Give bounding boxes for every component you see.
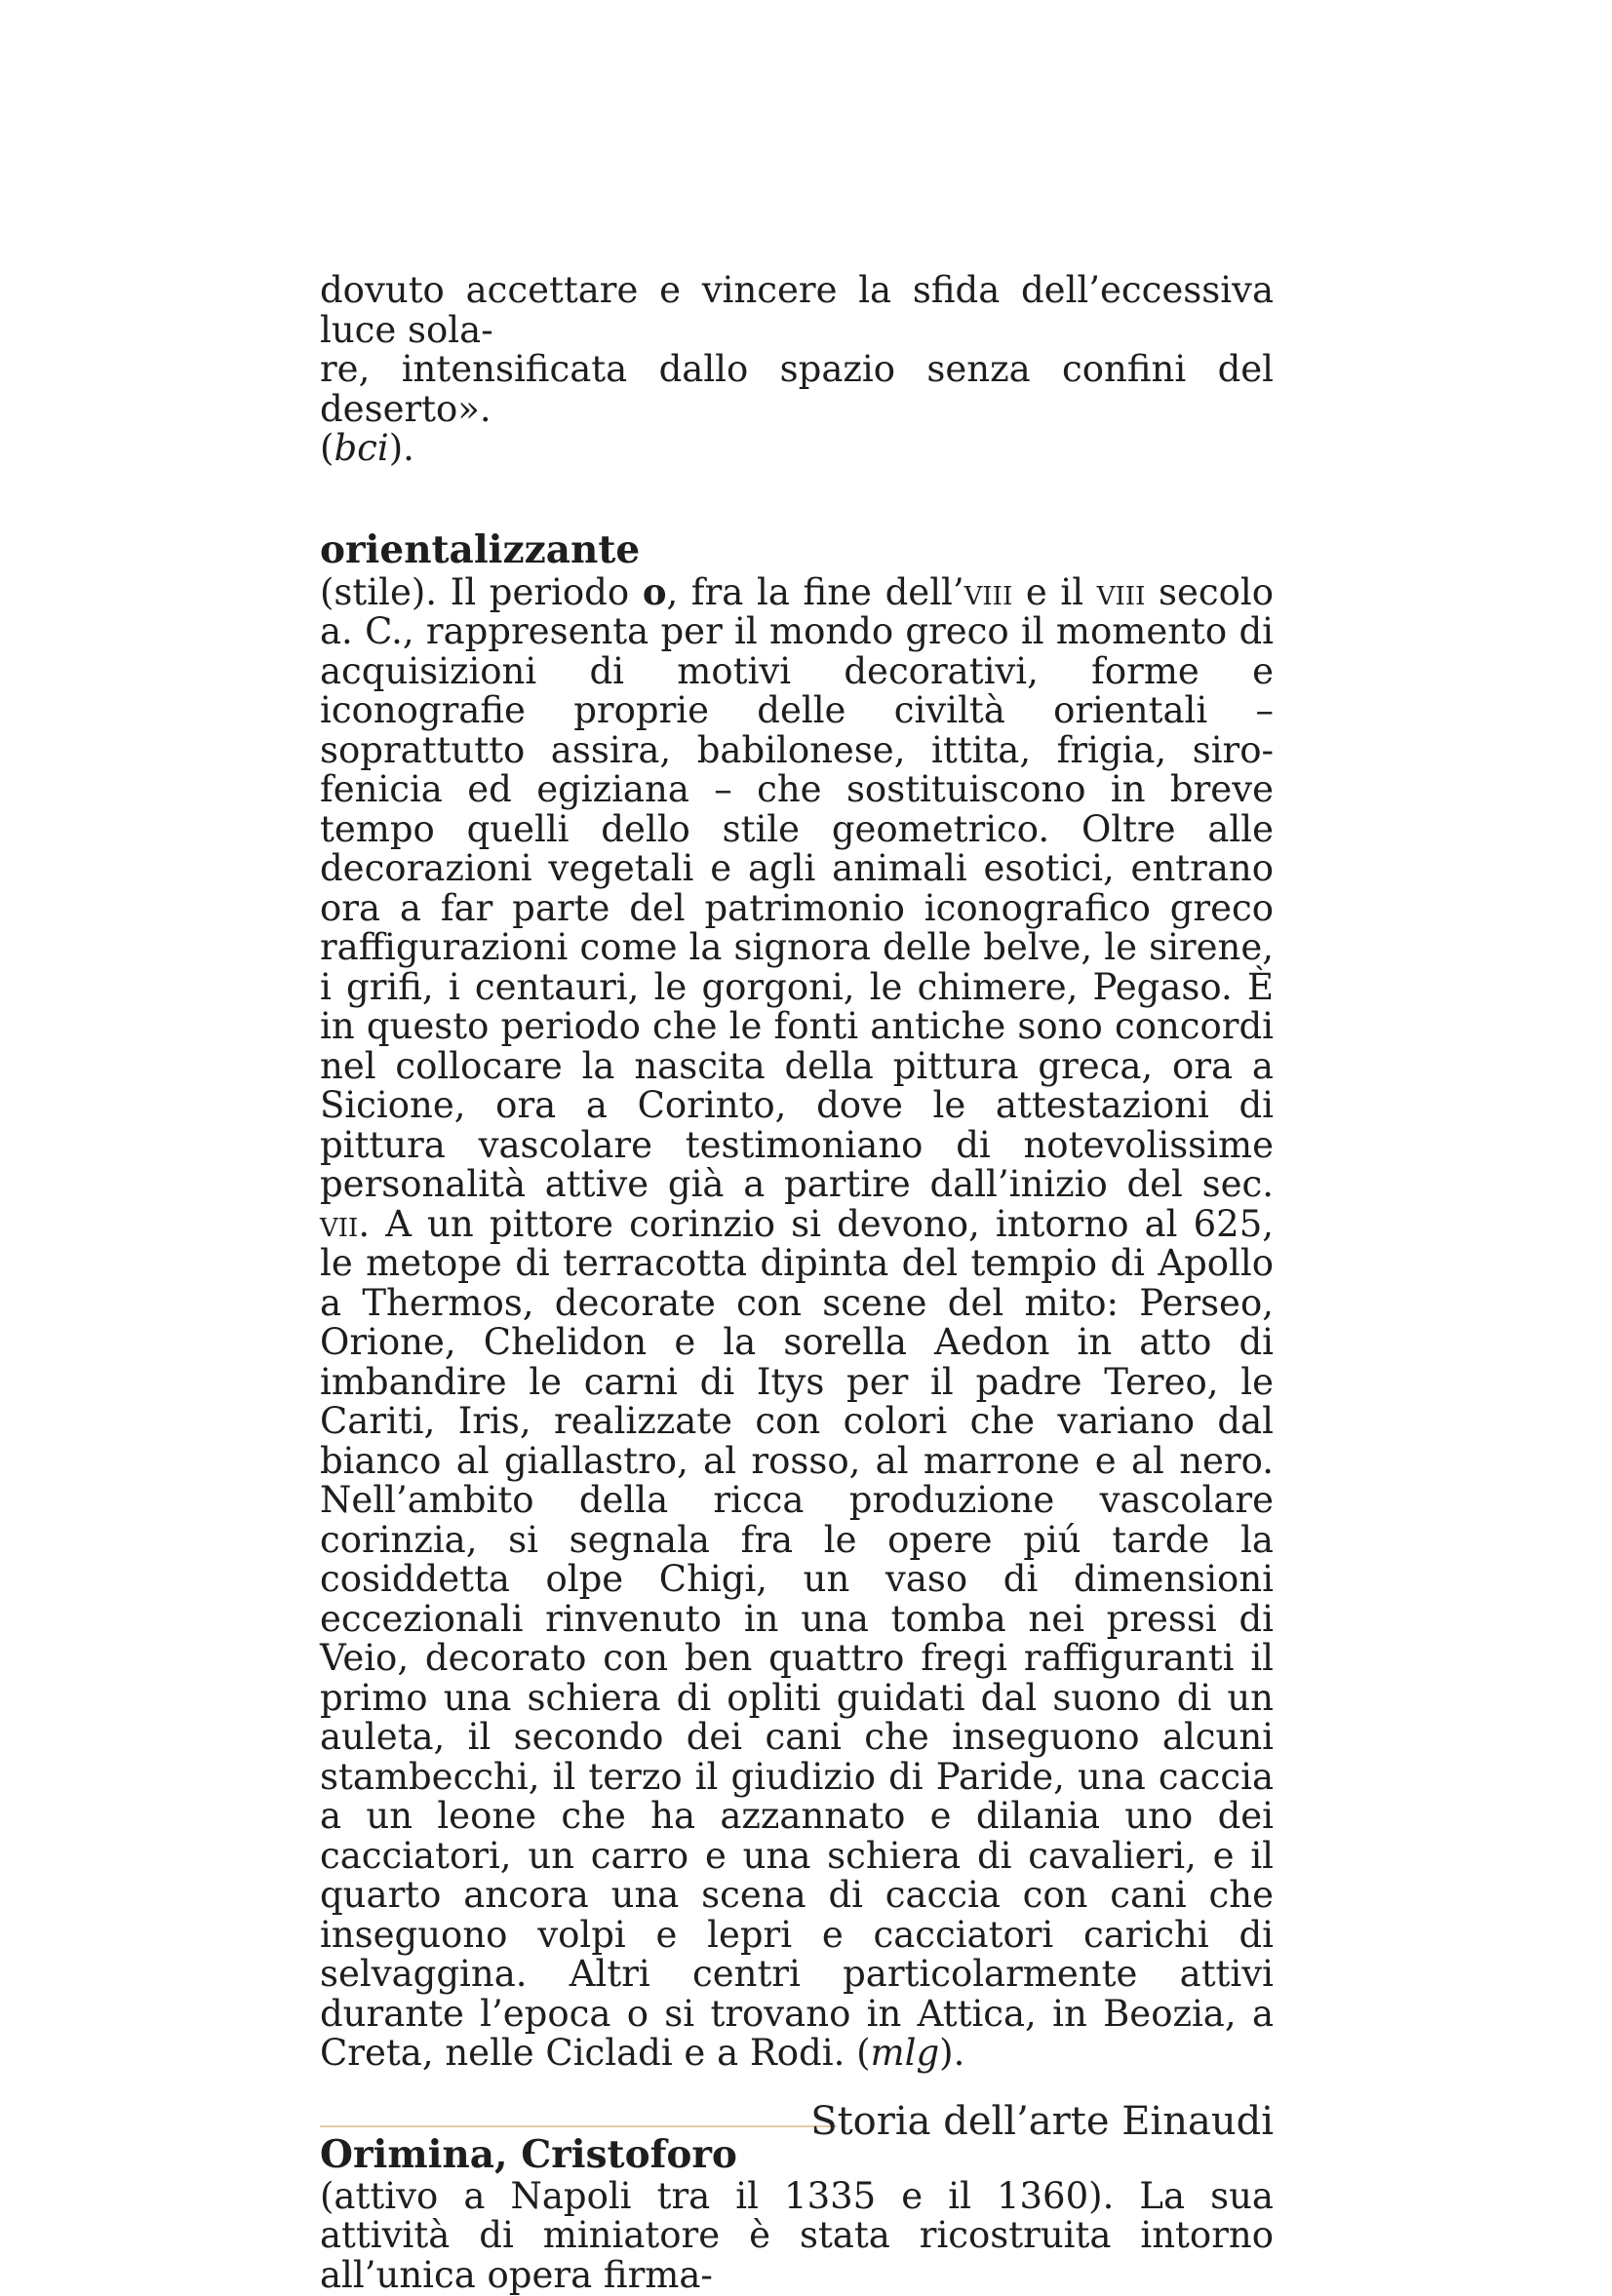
footer-publication-title: Storia dell’arte Einaudi [810, 2099, 1274, 2144]
entry-text: , fra la fine dell’ [666, 570, 964, 613]
author-initials: bci [334, 427, 389, 469]
entry-title-orientalizzante: orientalizzante [320, 526, 641, 572]
author-paren-open: ( [856, 2032, 871, 2074]
previous-entry-ending [320, 271, 1274, 469]
entry-text: . A un pittore corinzio si devono, intorno al 625, le metope di terracotta dipinta del tempio di Apollo a Thermos, decorate con scene del mito: Perseo, Orione, Chelidon e la sorella Aedon in atto di imbandire le carni di Itys per il padre Tereo, le Cariti, Iris, realizzate con colori che variano dal bianco al giallastro, al rosso, al marrone e al nero. Nell’ambito della ricca produzione vascolare corinzia, si segnala fra le opere piú tarde la cosiddetta olpe Chigi, un vaso di dimensioni eccezionali rinvenuto in una tomba nei pressi di Veio, decorato con ben quattro fregi raffiguranti il primo una schiera di opliti guidati dal suono di un auleta, il secondo dei cani che inseguono alcuni stambecchi, il terzo il giudizio di Paride, una caccia a un leone che ha azzannato e dilania uno dei cacciatori, un carro e una schiera di cavalieri, e il quarto ancora una scena di caccia con cani che inseguono volpi e lepri e cacciatori carichi di selvaggina. Altri centri particolarmente attivi durante l’epoca o si trovano in Attica, in Beozia, a Creta, nelle Cicladi e a Rodi. [320, 1202, 1274, 2074]
roman-numeral: viii [963, 570, 1013, 613]
entry-body-orimina: (attivo a Napoli tra il 1335 e il 1360). La sua attività di miniatore è stata ricostruita intorno all’unica opera firma- [320, 2174, 1274, 2296]
author-initials: mlg [870, 2032, 940, 2074]
roman-numeral: viii [1096, 570, 1146, 613]
page-footer [320, 2092, 1274, 2151]
entry-text: (stile). Il periodo [320, 570, 643, 613]
author-paren-open: ( [320, 427, 334, 469]
prev-line-1: dovuto accettare e vincere la sfida dell’eccessiva luce sola- [320, 269, 1274, 351]
footer-rule [320, 2125, 837, 2127]
entry-abbrev: o [642, 569, 667, 613]
entry-text: secolo a. C., rappresenta per il mondo greco il momento di acquisizioni di motivi decorativi, forme e iconografie proprie delle civiltà orientali – soprattutto assira, babilonese, ittita, frigia, siro-fenicia ed egiziana – che sostituiscono in breve tempo quelli dello stile geometrico. Oltre alle decorazioni vegetali e agli animali esotici, entrano ora a far parte del patrimonio iconografico greco raffigurazioni come la signora delle belve, le sirene, i grifi, i centauri, le gorgoni, le chimere, Pegaso. È in questo periodo che le fonti antiche sono concordi nel collocare la nascita della pittura greca, ora a Sicione, ora a Corinto, dove le attestazioni di pittura vascolare testimoniano di notevolissime personalità attive già a partire dall’inizio del sec. [320, 570, 1274, 1205]
prev-line-2: re, intensificata dallo spazio senza confini del deserto». [320, 348, 1274, 430]
page-content [320, 271, 1274, 2295]
author-paren-close: ). [939, 2032, 965, 2074]
author-paren-close: ). [388, 427, 414, 469]
entry-title-orimina: Orimina, Cristoforo [320, 2131, 737, 2177]
entry-text: e il [1012, 570, 1097, 613]
roman-numeral: vii [320, 1202, 359, 1245]
entry-body-orientalizzante [320, 569, 1274, 2074]
